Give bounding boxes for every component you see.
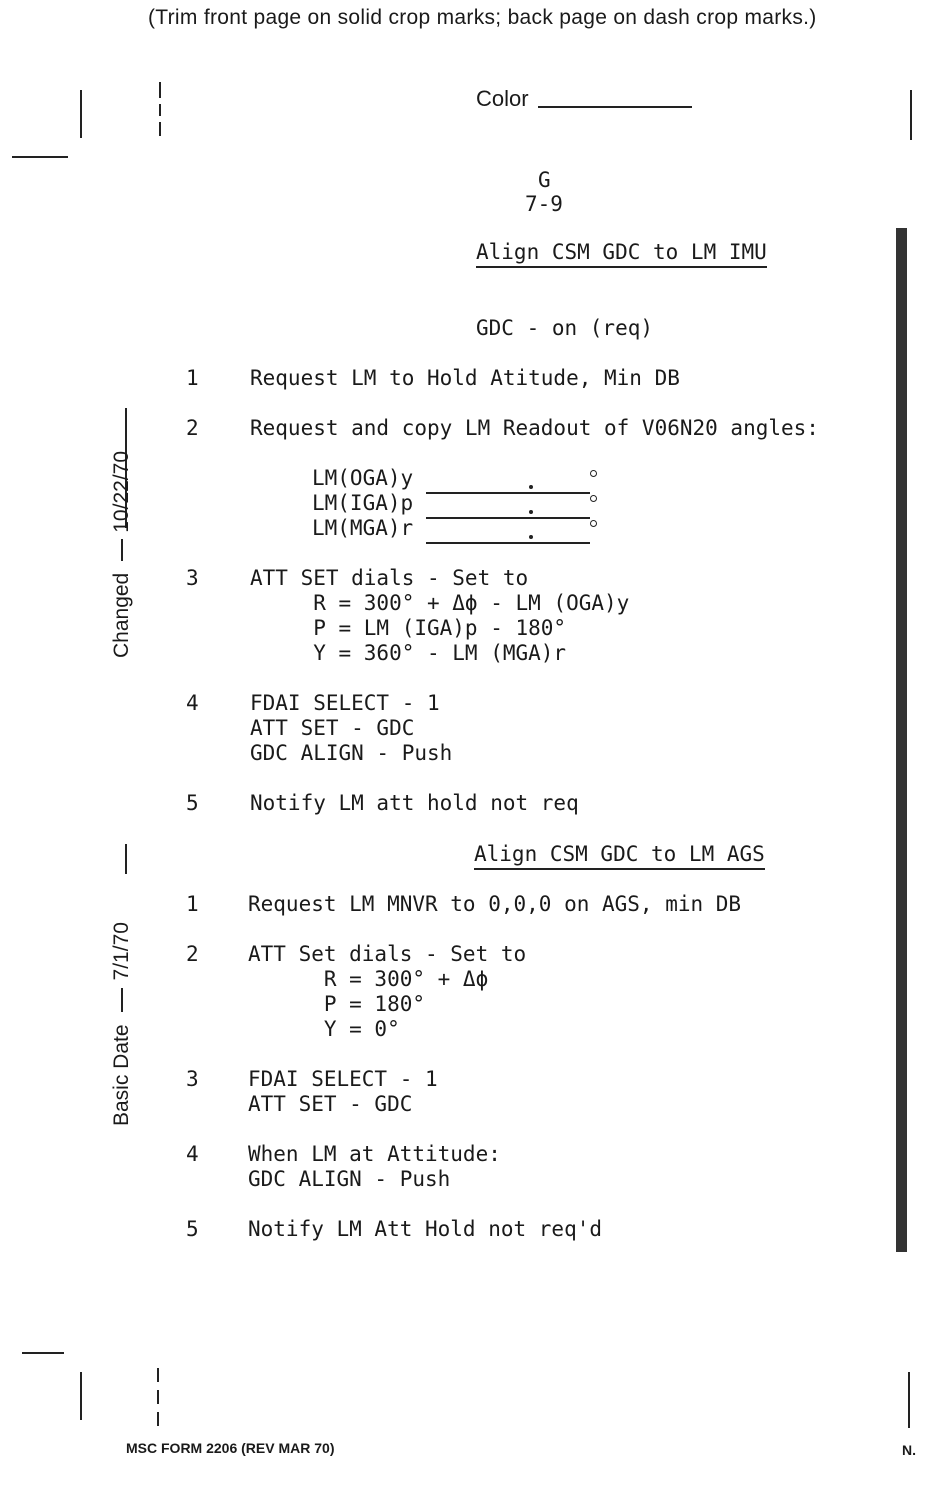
crop-mark-top-left-vertical — [80, 90, 82, 138]
s1-step2-text: Request and copy LM Readout of V06N20 angles: — [250, 416, 819, 440]
readout-oga-decimal — [529, 485, 533, 489]
readout-iga-blank — [426, 517, 590, 519]
readout-mga-degree — [590, 520, 597, 527]
corner-mark: N. — [902, 1442, 916, 1458]
readout-mga-blank — [426, 542, 590, 544]
s1-step5-text: Notify LM att hold not req — [250, 791, 579, 815]
s2-step1-text: Request LM MNVR to 0,0,0 on AGS, min DB — [248, 892, 742, 916]
s2-step4-line2: GDC ALIGN - Push — [248, 1167, 451, 1191]
basic-date: 7/1/70 — [110, 922, 133, 981]
s2-step4-num: 4 — [186, 1142, 199, 1166]
crop-mark-top-right-vertical — [910, 90, 912, 140]
s1-step3-line1: ATT SET dials - Set to — [250, 566, 529, 590]
dash-mark-top-2 — [159, 104, 161, 116]
readout-oga-blank — [426, 492, 590, 494]
s2-step2-line4: Y = 0° — [248, 1017, 400, 1041]
change-bar — [896, 228, 907, 1252]
s2-step5-text: Notify LM Att Hold not req'd — [248, 1217, 603, 1241]
s2-step3-num: 3 — [186, 1067, 199, 1091]
s2-step2-line3: P = 180° — [248, 992, 426, 1016]
color-blank — [538, 106, 692, 108]
s2-step2-num: 2 — [186, 942, 199, 966]
page-section: G — [538, 168, 551, 192]
readout-mga: LM(MGA)r — [312, 516, 414, 540]
readout-iga: LM(IGA)p — [312, 491, 414, 515]
dash-mark-bottom — [157, 1368, 159, 1382]
s1-step4-line3: GDC ALIGN - Push — [250, 741, 453, 765]
dash-mark-bottom-3 — [157, 1412, 159, 1426]
s1-step4-line1: FDAI SELECT - 1 — [250, 691, 440, 715]
basic-text: Basic Date — [110, 1024, 133, 1126]
changed-label — [110, 451, 134, 658]
s1-step3-line3: P = LM (IGA)p - 180° — [250, 616, 567, 640]
dash-mark-top-3 — [159, 122, 161, 136]
form-number: MSC FORM 2206 (REV MAR 70) — [126, 1440, 335, 1456]
color-label: Color — [476, 86, 529, 111]
s2-step4-line1: When LM at Attitude: — [248, 1142, 501, 1166]
s1-step1-num: 1 — [186, 366, 199, 390]
crop-mark-bottom-left-horizontal — [22, 1352, 64, 1354]
changed-text: Changed — [110, 572, 133, 658]
trim-instruction: (Trim front page on solid crop marks; back page on dash crop marks.) — [148, 6, 817, 29]
changed-date: 10/22/70 — [110, 451, 133, 533]
crop-mark-top-left-horizontal — [12, 156, 68, 158]
crop-mark-bottom-right-vertical — [908, 1372, 910, 1428]
s2-step1-num: 1 — [186, 892, 199, 916]
s1-step3-line4: Y = 360° - LM (MGA)r — [250, 641, 567, 665]
s1-step5-num: 5 — [186, 791, 199, 815]
dash-mark-top — [159, 82, 161, 98]
section2-title: Align CSM GDC to LM AGS — [474, 842, 765, 870]
s1-step1-text: Request LM to Hold Atitude, Min DB — [250, 366, 680, 390]
s2-step5-num: 5 — [186, 1217, 199, 1241]
s2-step2-line1: ATT Set dials - Set to — [248, 942, 527, 966]
section1-title: Align CSM GDC to LM IMU — [476, 240, 767, 268]
crop-mark-bottom-left-vertical — [80, 1372, 82, 1420]
readout-iga-decimal — [529, 510, 533, 514]
s1-step4-num: 4 — [186, 691, 199, 715]
page-number: 7-9 — [525, 192, 563, 216]
s1-step4-line2: ATT SET - GDC — [250, 716, 415, 740]
readout-iga-degree — [590, 495, 597, 502]
s1-step3-line2: R = 300° + Δϕ - LM (OGA)y — [250, 591, 630, 615]
dash-mark-bottom-2 — [157, 1390, 159, 1404]
basic-date-label — [110, 922, 134, 1126]
s2-step3-line1: FDAI SELECT - 1 — [248, 1067, 438, 1091]
s2-step2-line2: R = 300° + Δϕ — [248, 967, 489, 991]
readout-oga-degree — [590, 470, 597, 477]
s1-step3-num: 3 — [186, 566, 199, 590]
readout-oga: LM(OGA)y — [312, 466, 414, 490]
section1-precondition: GDC - on (req) — [476, 316, 654, 340]
side-rule-basic — [125, 844, 127, 874]
s2-step3-line2: ATT SET - GDC — [248, 1092, 413, 1116]
readout-mga-decimal — [529, 535, 533, 539]
s1-step2-num: 2 — [186, 416, 199, 440]
